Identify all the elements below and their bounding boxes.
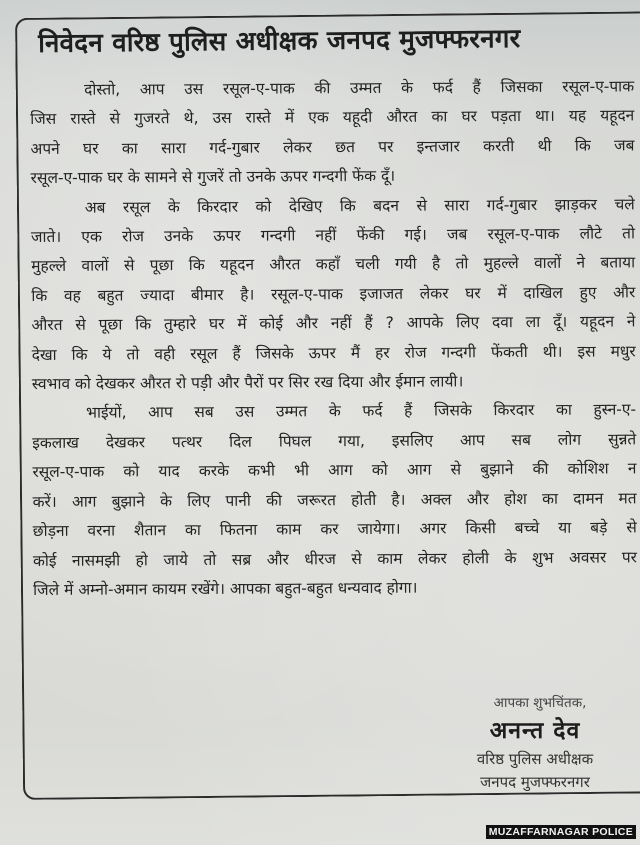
body-line: जिस रास्ते से गुजरते थे, उस रास्ते में एक यहूदी औरत का घर पड़ता था। यह यहूदन — [30, 106, 635, 129]
paragraph-1 — [30, 72, 635, 193]
body-line: रसूल-ए-पाक को याद करके कभी भी आग को आग से बुझाने की कोशिश न — [32, 459, 637, 482]
body-line: कोई नासमझी हो जाये तो सब्र और धीरज से काम लेकर होली के शुभ अवसर पर — [32, 547, 638, 570]
body-line: औरत से पूछा कि तुम्हारे घर में कोई और नहीं हैं ? आपके लिए दवा ला दूँ। यहूदन ने — [31, 312, 636, 335]
body-line: करें। आग बुझाने के लिए पानी की जरूरत होती है। अक्ल और होश का दामन मत — [32, 488, 637, 511]
signature-block — [455, 692, 615, 794]
signer-district: जनपद मुजफ्फरनगर — [480, 773, 590, 791]
body-line: इकलाख देखकर पत्थर दिल पिघल गया, इसलिए आप सब लोग सुन्नते — [32, 430, 637, 452]
notice-body — [30, 72, 637, 605]
body-line: जिले में अम्नो-अमान कायम रखेंगे। आपका बहुत-बहुत धन्यवाद होगा। — [33, 578, 418, 599]
body-line: छोड़ना वरना शैतान का फितना काम कर जायेगा। अगर किसी बच्चे या बड़े से — [32, 518, 637, 541]
body-line: रसूल-ए-पाक घर के सामने से गुजरें तो उनके ऊपर गन्दगी फेंक दूँ। — [30, 166, 396, 188]
signer-name: अनन्त देव — [489, 718, 581, 744]
body-line: स्वभाव को देखकर औरत रो पड़ी और पैरों पर सिर रख दिया और ईमान लायी। — [31, 372, 464, 394]
paragraph-3 — [32, 396, 637, 606]
body-line: जाते। एक रोज उनके ऊपर गन्दगी नहीं फेंकी गई। जब रसूल-ए-पाक लौटे तो — [30, 224, 636, 247]
body-line: अब रसूल के किरदार को देखिए कि बदन से सारा गर्द-गुबार झाड़कर चले — [84, 194, 635, 217]
body-line: कि वह बहुत ज्यादा बीमार है। रसूल-ए-पाक इजाजत लेकर घर में दाखिल हुए और — [31, 283, 636, 305]
body-line: देखा कि ये तो वही रसूल हैं जिसके ऊपर मैं हर रोज गन्दगी फेंकती थी। इस मधुर — [31, 341, 636, 364]
body-line: मुहल्ले वालों से पूछा कि यहूदन औरत कहाँ चली गयी है तो मुहल्ले वालों ने बताया — [31, 253, 636, 276]
body-line: दोस्तो, आप उस रसूल-ए-पाक की उम्मत के फर्द हैं जिसका रसूल-ए-पाक — [84, 77, 635, 99]
source-watermark: MUZAFFARNAGAR POLICE — [486, 825, 636, 839]
body-line: भाईयों, आप सब उस उम्मत के फर्द हैं जिसके किरदार का हुस्न-ए- — [86, 400, 637, 423]
signoff-greeting: आपका शुभचिंतक, — [493, 695, 587, 711]
notice-title: निवेदन वरिष्ठ पुलिस अधीक्षक जनपद मुजफ्फरनगर — [38, 23, 521, 59]
paragraph-2 — [31, 190, 636, 400]
body-line: अपने घर का सारा गर्द-गुबार लेकर छत पर इन्तजार करती थी कि जब — [30, 136, 635, 158]
signer-designation: वरिष्ठ पुलिस अधीक्षक — [476, 750, 594, 768]
